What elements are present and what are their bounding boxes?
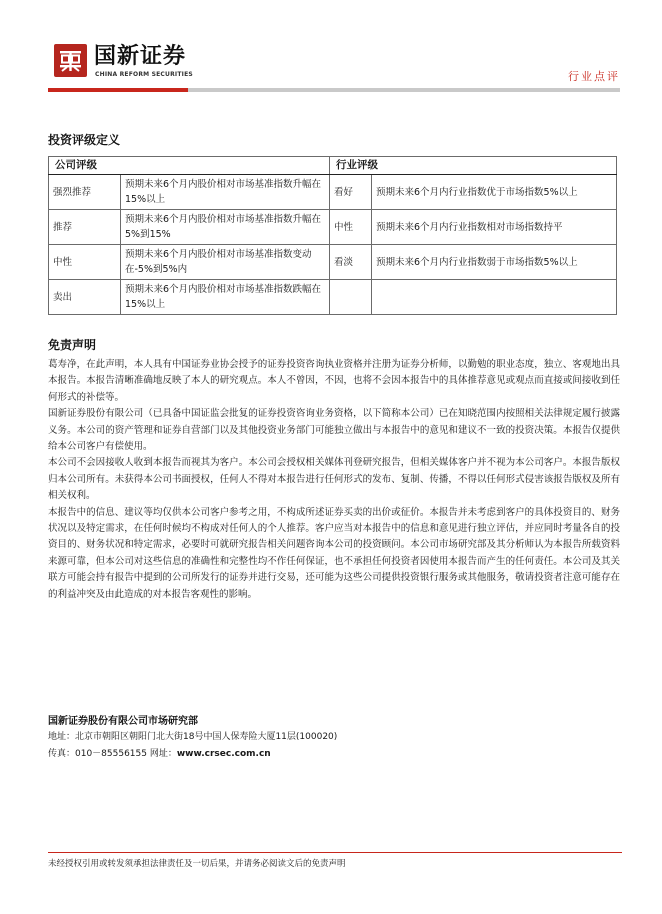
table-row — [49, 175, 617, 210]
disclaimer-paragraph: 国新证券股份有限公司（已具备中国证监会批复的证券投资咨询业务资格，以下简称本公司）已在知晓范围内按照相关法律规定履行披露义务。本公司的资产管理和证券自营部门以及其他投资业务部门可能独立做出与本报告中的意见和建议不一致的投资决策。本报告仅提供给本公司客户有偿使用。 — [48, 408, 620, 453]
footer-rule — [48, 852, 622, 853]
company-rating-desc: 预期未来6个月内股价相对市场基准指数变动在-5%到5%内 — [121, 245, 330, 280]
industry-rating-header: 行业评级 — [330, 157, 617, 175]
header-rule-red — [48, 88, 188, 92]
table-header-row — [49, 157, 617, 175]
contact-fax: 传真：010－85556155 网址： — [48, 749, 177, 759]
table-row — [49, 210, 617, 245]
industry-rating-desc: 预期未来6个月内行业指数相对市场指数持平 — [372, 210, 617, 245]
logo-mark-icon — [54, 44, 87, 77]
industry-rating-label: 看淡 — [330, 245, 372, 280]
company-rating-label: 中性 — [49, 245, 121, 280]
header-rule-gray — [188, 88, 620, 92]
rating-section-title: 投资评级定义 — [48, 133, 121, 147]
rating-definition-table — [48, 156, 617, 315]
footer-note: 未经授权引用或转发须承担法律责任及一切后果，并请务必阅读文后的免责声明 — [48, 859, 346, 869]
industry-rating-desc: 预期未来6个月内行业指数优于市场指数5%以上 — [372, 175, 617, 210]
industry-rating-desc — [372, 280, 617, 315]
report-type-tag: 行业点评 — [568, 70, 620, 83]
company-rating-label: 强烈推荐 — [49, 175, 121, 210]
table-row — [49, 280, 617, 315]
logo-cn-name: 国新证券 — [94, 44, 187, 69]
logo-en-name: CHINA REFORM SECURITIES — [95, 71, 193, 78]
disclaimer-body — [48, 357, 620, 603]
industry-rating-label: 看好 — [330, 175, 372, 210]
industry-rating-desc: 预期未来6个月内行业指数弱于市场指数5%以上 — [372, 245, 617, 280]
company-rating-desc: 预期未来6个月内股价相对市场基准指数升幅在5%到15% — [121, 210, 330, 245]
industry-rating-label — [330, 280, 372, 315]
contact-line — [48, 746, 271, 759]
research-dept-name: 国新证券股份有限公司市场研究部 — [48, 716, 198, 727]
company-rating-label: 卖出 — [49, 280, 121, 315]
contact-address: 地址：北京市朝阳区朝阳门北大街18号中国人保寿险大厦11层(100020) — [48, 732, 338, 742]
table-row — [49, 245, 617, 280]
disclaimer-section-title: 免责声明 — [48, 338, 97, 352]
company-rating-desc: 预期未来6个月内股价相对市场基准指数升幅在15%以上 — [121, 175, 330, 210]
company-rating-label: 推荐 — [49, 210, 121, 245]
industry-rating-label: 中性 — [330, 210, 372, 245]
website-link[interactable]: www.crsec.com.cn — [176, 749, 271, 759]
disclaimer-paragraph: 葛寿净，在此声明，本人具有中国证券业协会授予的证券投资咨询执业资格并注册为证券分析师，以勤勉的职业态度，独立、客观地出具本报告。本报告清晰准确地反映了本人的研究观点。本人不曾因，不因，也将不会因本报告中的具体推荐意见或观点而直接或间接收到任何形式的补偿等。 — [48, 359, 620, 403]
company-rating-desc: 预期未来6个月内股价相对市场基准指数跌幅在15%以上 — [121, 280, 330, 315]
company-rating-header: 公司评级 — [49, 157, 330, 175]
disclaimer-paragraph: 本公司不会因接收人收到本报告而视其为客户。本公司会授权相关媒体刊登研究报告，但相关媒体客户并不视为本公司客户。本报告版权归本公司所有。未获得本公司书面授权，任何人不得对本报告进行任何形式的发布、复制、传播，不得以任何形式侵害该报告版权及所有相关权利。 — [48, 457, 620, 502]
disclaimer-paragraph: 本报告中的信息、建议等均仅供本公司客户参考之用，不构成所述证券买卖的出价或征价。本报告并未考虑到客户的具体投资目的、财务状况以及特定需求，在任何时候均不构成对任何人的个人推荐。客户应当对本报告中的信息和意见进行独立评估，并应同时考量各自的投资目的、财务状况和特定需求，必要时可就研究报告相关问题咨询本公司的投资顾问。本公司市场研究部及其分析师认为本报告所载资料来源可靠，但本公司对这些信息的准确性和完整性均不作任何保证，也不承担任何投资者因使用本报告而产生的任何责任。本公司及其关联方可能会持有报告中提到的公司所发行的证券并进行交易，还可能为这些公司提供投资银行服务或其他服务，敬请投资者注意可能存在的利益冲突及由此造成的对本报告客观性的影响。 — [48, 506, 620, 600]
